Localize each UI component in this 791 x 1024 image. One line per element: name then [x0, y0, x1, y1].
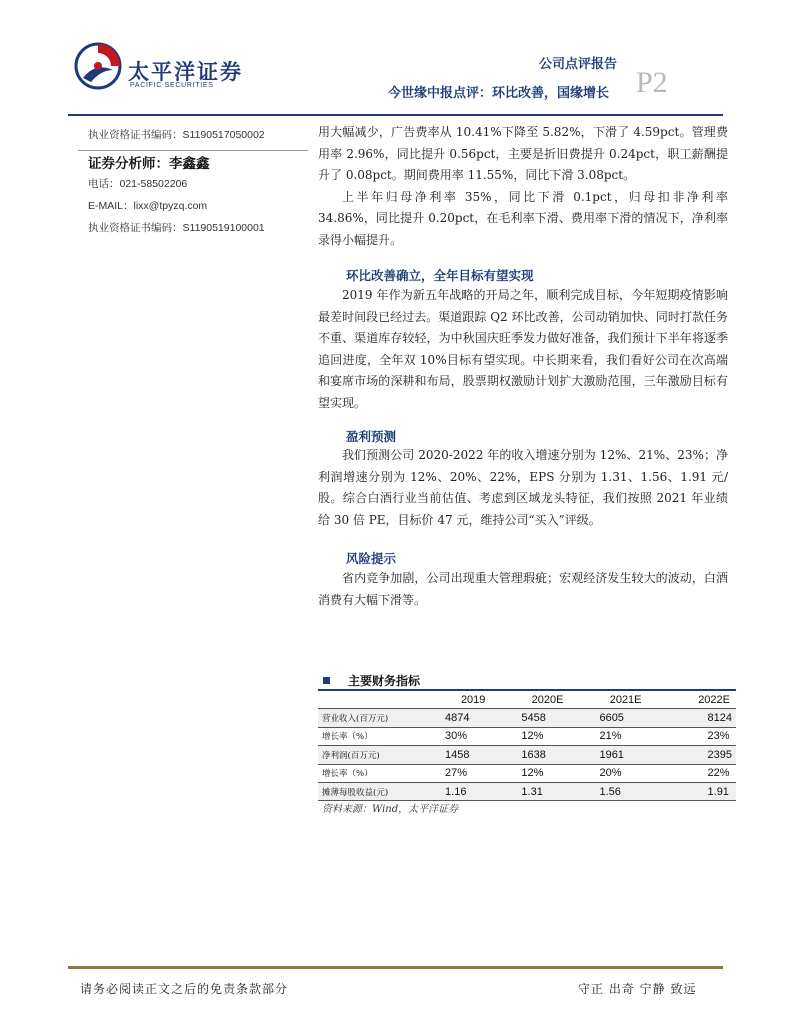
table-row-label: 摊薄每股收益(元) [318, 782, 415, 800]
body-paragraph: 我们预测公司 2020-2022 年的收入增速分别为 12%、21%、23%；净利润增速分别为 12%、20%、22%，EPS 分别为 1.31、1.56、1.91 元/股。综合白酒行业当前估值、考虑到区域龙头特征，我们按照 2021 年业绩给 30 倍 PE，目标价 47 元，维持公司“买入”评级。 [318, 448, 728, 527]
table-cell: 1.16 [415, 782, 491, 800]
table-cell: 23% [648, 727, 736, 745]
company-logo [73, 40, 123, 90]
table-cell: 22% [648, 764, 736, 782]
section-body-risk [318, 568, 728, 611]
section-title-forecast: 盈利预测 [346, 429, 397, 444]
table-source: 资料来源：Wind，太平洋证券 [322, 804, 459, 815]
table-cell: 21% [569, 727, 647, 745]
section-body-forecast [318, 445, 728, 531]
analyst-phone: 电话：021-58502206 [88, 178, 188, 190]
table-cell: 1638 [491, 746, 569, 764]
table-cell: 12% [491, 727, 569, 745]
table-title: 主要财务指标 [348, 674, 421, 688]
footer-rule [68, 966, 723, 969]
section-body-outlook [318, 285, 728, 414]
brand-name-cn: 太平洋证券 [128, 59, 243, 84]
sidebar-divider [78, 150, 308, 151]
table-cell: 12% [491, 764, 569, 782]
body-paragraph: 省内竞争加剧，公司出现重大管理瑕疵；宏观经济发生较大的波动，白酒消费有大幅下滑等。 [318, 571, 728, 607]
body-paragraph: 2019 年作为新五年战略的开局之年，顺利完成目标，今年短期疫情影响最差时间段已经过去。渠道跟踪 Q2 环比改善，公司动销加快、同时打款任务不重、渠道库存较轻，为中秋国庆旺季发力做好准备，我们预计下半年将逐季追回进度，全年双 10%目标有望实现。中长期来看，我们看好公司在次高端和宴席市场的深耕和布局，股票期权激励计划扩大激励范围，三年激励目标有望实现。 [318, 288, 728, 410]
brand-name-en: PACIFIC SECURITIES [130, 82, 214, 89]
table-cell: 6605 [569, 709, 647, 727]
table-header-cell: 2019 [415, 691, 491, 709]
table-row-label: 营业收入(百万元) [318, 709, 415, 727]
table-header-cell: 2022E [648, 691, 736, 709]
section-title-outlook: 环比改善确立，全年目标有望实现 [346, 268, 534, 283]
table-cell: 1.31 [491, 782, 569, 800]
table-cell: 5458 [491, 709, 569, 727]
table-row-label: 净利润(百万元) [318, 746, 415, 764]
table-cell: 30% [415, 727, 491, 745]
table-cell: 27% [415, 764, 491, 782]
table-cell: 1.56 [569, 782, 647, 800]
table-row [318, 782, 736, 800]
table-cell: 20% [569, 764, 647, 782]
table-cell: 1458 [415, 746, 491, 764]
table-row [318, 764, 736, 782]
table-row-label: 增长率（%） [318, 764, 415, 782]
table-header-row [318, 691, 736, 709]
cert-number-2: 执业资格证书编码：S1190519100001 [88, 222, 265, 234]
table-cell: 8124 [648, 709, 736, 727]
body-paragraph: 上半年归母净利率 35%，同比下滑 0.1pct，归母扣非净利率 34.86%，同比提升 0.20pct，在毛利率下滑、费用率下滑的情况下，净利率录得小幅提升。 [318, 189, 728, 247]
expense-paragraph [318, 122, 728, 251]
table-title-marker [323, 677, 330, 684]
table-row [318, 727, 736, 745]
footer-disclaimer: 请务必阅读正文之后的免责条款部分 [80, 982, 289, 996]
footer-motto: 守正 出奇 宁静 致远 [578, 982, 697, 996]
body-paragraph: 用大幅减少，广告费率从 10.41%下降至 5.82%，下滑了 4.59pct。管理费用率 2.96%，同比提升 0.56pct，主要是折旧费提升 0.24pct，职工薪酬提升了 0.08pct。期间费用率 11.55%，同比下滑 3.08pct。 [318, 125, 728, 182]
table-cell: 1.91 [648, 782, 736, 800]
cert-number-1: 执业资格证书编码：S1190517050002 [88, 129, 265, 141]
table-cell: 4874 [415, 709, 491, 727]
table-header-cell: 2021E [569, 691, 647, 709]
table-row [318, 709, 736, 727]
table-header-cell [318, 691, 415, 709]
report-type: 公司点评报告 [539, 57, 618, 72]
financial-table [318, 691, 736, 801]
analyst-name: 证券分析师：李鑫鑫 [88, 156, 210, 172]
analyst-email[interactable]: E-MAIL：lixx@tpyzq.com [88, 200, 208, 212]
page-number: P2 [636, 66, 668, 99]
section-title-risk: 风险提示 [346, 551, 397, 566]
header-rule [68, 114, 723, 116]
table-row-label: 增长率（%） [318, 727, 415, 745]
table-cell: 1961 [569, 746, 647, 764]
table-header-cell: 2020E [491, 691, 569, 709]
table-cell: 2395 [648, 746, 736, 764]
table-row [318, 746, 736, 764]
report-title: 今世缘中报点评：环比改善，国缘增长 [388, 86, 610, 101]
